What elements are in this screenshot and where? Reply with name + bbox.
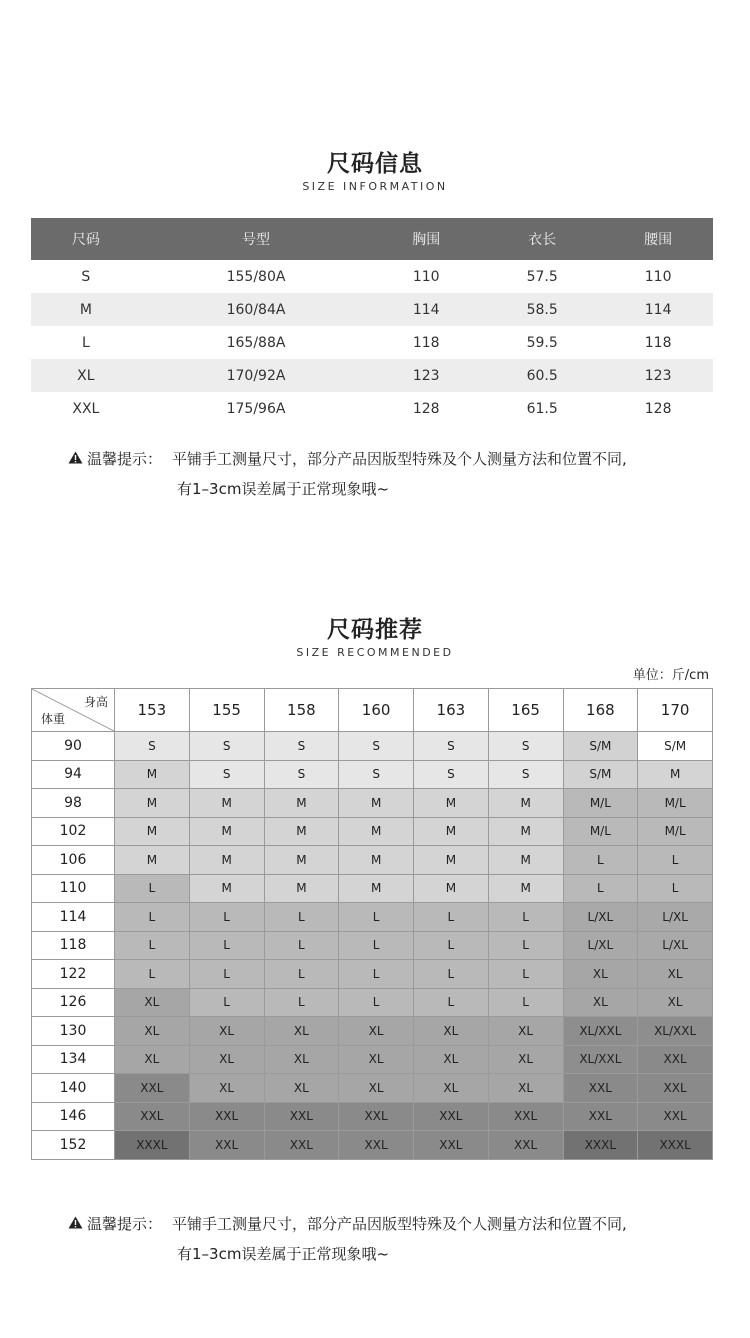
size-info-cell: 110 (412, 268, 440, 285)
weight-cell: 98 (32, 789, 115, 818)
size-info-cell: XXL (72, 400, 100, 417)
size-recommend-cell: XXL (264, 1102, 339, 1131)
weight-row (32, 1017, 713, 1046)
weight-cell: 110 (32, 874, 115, 903)
size-recommend-cell: M (414, 817, 489, 846)
size-info-row (31, 392, 713, 425)
size-recommend-cell: L/XL (638, 931, 713, 960)
size-recommend-cell: S/M (638, 732, 713, 761)
tip-label: 温馨提示： (87, 1215, 163, 1233)
size-recommend-cell: XXXL (115, 1131, 190, 1160)
weight-row (32, 732, 713, 761)
weight-row (32, 960, 713, 989)
tip-label: 温馨提示： (87, 450, 163, 468)
weight-row (32, 931, 713, 960)
size-recommend-cell: XL (264, 1074, 339, 1103)
size-info-cell: S (81, 268, 91, 285)
size-recommend-cell: L (264, 903, 339, 932)
size-recommend-grid (31, 688, 713, 1160)
weight-row (32, 846, 713, 875)
size-recommend-cell: M (488, 846, 563, 875)
size-info-cell: M (31, 293, 141, 326)
size-recommend-cell: L (488, 960, 563, 989)
size-info-cell: 110 (644, 268, 672, 285)
corner-height-label: 身高 (83, 695, 108, 709)
size-recommend-cell: M (414, 789, 489, 818)
tip-line-2: 有1–3cm误差属于正常现象哦~ (177, 480, 390, 498)
weight-cell: 102 (32, 817, 115, 846)
size-recommend-cell: S (264, 760, 339, 789)
size-info-cell: 160/84A (141, 293, 372, 326)
size-recommend-cell: L (638, 846, 713, 875)
size-recommend-cell: L (414, 931, 489, 960)
size-recommend-cell: XL (189, 1074, 264, 1103)
size-recommend-cell: XXL (189, 1102, 264, 1131)
size-recommend-cell: XL (115, 1017, 190, 1046)
size-recommend-cell: L (189, 931, 264, 960)
tip-note-1 (68, 444, 627, 504)
tip-note-2 (68, 1209, 627, 1269)
size-info-header-cell: 腰围 (603, 218, 713, 260)
weight-cell: 140 (32, 1074, 115, 1103)
size-recommend-cell: M (115, 760, 190, 789)
size-recommend-cell: M (414, 874, 489, 903)
weight-cell: 94 (32, 760, 115, 789)
weight-row (32, 760, 713, 789)
size-recommend-cell: S (488, 760, 563, 789)
size-recommend-cell: M (339, 874, 414, 903)
size-recommend-cell: S (189, 732, 264, 761)
size-rec-title: 尺码推荐 (327, 617, 423, 643)
size-recommend-cell: XL (563, 988, 638, 1017)
size-recommend-cell: L (115, 931, 190, 960)
size-recommend-cell: XXXL (638, 1131, 713, 1160)
weight-row (32, 988, 713, 1017)
size-recommend-cell: M/L (563, 789, 638, 818)
size-info-header-cell: 号型 (141, 218, 372, 260)
size-info-cell: 58.5 (481, 293, 603, 326)
warning-triangle-icon (68, 444, 87, 474)
size-info-row (31, 359, 713, 392)
height-header-cell: 170 (638, 689, 713, 732)
size-recommend-cell: M (488, 817, 563, 846)
size-info-cell: 165/88A (226, 334, 286, 351)
weight-cell: 114 (32, 903, 115, 932)
size-info-cell: 114 (603, 293, 713, 326)
size-info-cell: 59.5 (526, 334, 558, 351)
height-header-cell: 165 (488, 689, 563, 732)
corner-cell (32, 689, 115, 732)
weight-cell: 152 (32, 1131, 115, 1160)
size-recommend-cell: XL (414, 1045, 489, 1074)
size-info-row (31, 260, 713, 293)
size-recommend-cell: XXL (488, 1102, 563, 1131)
size-recommend-cell: M/L (638, 817, 713, 846)
size-recommend-cell: XXL (339, 1131, 414, 1160)
size-recommend-cell: S/M (563, 732, 638, 761)
weight-cell: 126 (32, 988, 115, 1017)
size-recommend-cell: XL (264, 1045, 339, 1074)
weight-cell: 118 (32, 931, 115, 960)
size-recommend-cell: L (414, 988, 489, 1017)
size-recommend-cell: XXL (563, 1074, 638, 1103)
size-recommend-cell: XXL (264, 1131, 339, 1160)
weight-cell: 130 (32, 1017, 115, 1046)
size-recommend-cell: XXL (638, 1102, 713, 1131)
size-recommend-cell: S (414, 760, 489, 789)
size-info-cell: L (81, 334, 90, 351)
weight-row (32, 789, 713, 818)
size-info-header-cell: 衣长 (481, 218, 603, 260)
size-recommend-cell: XL (339, 1017, 414, 1046)
tip-line-1: 平铺手工测量尺寸，部分产品因版型特殊及个人测量方法和位置不同, (172, 1215, 627, 1233)
weight-cell: 106 (32, 846, 115, 875)
weight-row (32, 903, 713, 932)
size-recommend-cell: S (488, 732, 563, 761)
size-recommend-cell: XXL (414, 1102, 489, 1131)
size-recommend-cell: L (488, 931, 563, 960)
size-recommend-cell: M (189, 874, 264, 903)
size-recommend-cell: L (264, 931, 339, 960)
size-recommend-cell: L (189, 903, 264, 932)
size-info-cell: 114 (371, 293, 481, 326)
size-rec-subtitle: SIZE RECOMMENDED (296, 646, 454, 659)
size-recommend-cell: XL (638, 960, 713, 989)
height-header-cell: 163 (414, 689, 489, 732)
size-recommend-cell: XL (488, 1074, 563, 1103)
weight-cell: 122 (32, 960, 115, 989)
size-info-cell: 128 (412, 400, 440, 417)
size-recommend-cell: M (488, 874, 563, 903)
size-recommend-cell: XL (115, 988, 190, 1017)
height-header-cell: 153 (115, 689, 190, 732)
size-recommend-cell: L/XL (563, 931, 638, 960)
weight-row (32, 874, 713, 903)
size-recommend-cell: S (339, 732, 414, 761)
size-recommend-cell: M (264, 789, 339, 818)
size-recommend-cell: L (115, 903, 190, 932)
size-info-title: 尺码信息 (327, 151, 423, 177)
weight-cell: 146 (32, 1102, 115, 1131)
size-recommend-cell: XL (189, 1045, 264, 1074)
size-recommend-cell: XL (339, 1045, 414, 1074)
size-recommend-cell: XL/XXL (563, 1045, 638, 1074)
height-header-cell: 168 (563, 689, 638, 732)
size-recommend-cell: M (115, 846, 190, 875)
size-recommend-cell: XXL (339, 1102, 414, 1131)
size-recommend-cell: XL (638, 988, 713, 1017)
size-recommend-cell: M/L (563, 817, 638, 846)
weight-row (32, 1045, 713, 1074)
size-recommend-cell: M (115, 817, 190, 846)
size-recommend-cell: M (264, 846, 339, 875)
size-recommend-cell: L (563, 846, 638, 875)
size-recommend-cell: XL (115, 1045, 190, 1074)
size-recommend-cell: L (339, 903, 414, 932)
size-recommend-cell: M/L (638, 789, 713, 818)
size-info-header-cell: 尺码 (31, 218, 141, 260)
size-info-cell: XL (31, 359, 141, 392)
size-recommend-cell: L (339, 988, 414, 1017)
size-recommend-cell: S (189, 760, 264, 789)
size-recommend-cell: L (488, 903, 563, 932)
size-recommend-cell: L (414, 903, 489, 932)
size-info-row (31, 326, 713, 359)
size-info-header-row (31, 218, 713, 260)
size-info-cell: 123 (371, 359, 481, 392)
size-recommend-cell: XXL (189, 1131, 264, 1160)
size-recommend-cell: XL (488, 1045, 563, 1074)
size-recommend-cell: L (115, 960, 190, 989)
size-info-header-cell: 胸围 (371, 218, 481, 260)
size-recommend-cell: L (414, 960, 489, 989)
weight-row (32, 817, 713, 846)
size-recommend-cell: XXL (638, 1074, 713, 1103)
size-recommend-cell: S (115, 732, 190, 761)
size-recommend-cell: M (339, 789, 414, 818)
size-info-cell: 155/80A (226, 268, 286, 285)
size-recommend-cell: XL (189, 1017, 264, 1046)
size-info-cell: 128 (644, 400, 672, 417)
size-recommend-cell: S (264, 732, 339, 761)
size-recommend-cell: S/M (563, 760, 638, 789)
size-recommend-cell: L (488, 988, 563, 1017)
size-recommend-cell: L/XL (638, 903, 713, 932)
height-header-cell: 155 (189, 689, 264, 732)
size-recommend-cell: M (264, 874, 339, 903)
size-recommend-cell: L (264, 988, 339, 1017)
size-recommend-cell: XL (563, 960, 638, 989)
size-info-cell: 61.5 (526, 400, 558, 417)
size-recommend-cell: M (189, 789, 264, 818)
size-recommend-cell: XL (264, 1017, 339, 1046)
size-recommend-cell: XL (339, 1074, 414, 1103)
tip-line-1: 平铺手工测量尺寸，部分产品因版型特殊及个人测量方法和位置不同, (172, 450, 627, 468)
size-recommend-cell: M (414, 846, 489, 875)
weight-row (32, 1074, 713, 1103)
weight-cell: 90 (32, 732, 115, 761)
size-recommend-cell: L/XL (563, 903, 638, 932)
size-info-cell: 118 (644, 334, 672, 351)
height-header-row (32, 689, 713, 732)
corner-weight-label: 体重 (41, 712, 66, 726)
size-recommend-cell: M (339, 846, 414, 875)
size-recommend-cell: L (339, 960, 414, 989)
size-info-cell: 170/92A (141, 359, 372, 392)
height-header-cell: 158 (264, 689, 339, 732)
size-info-row (31, 293, 713, 326)
unit-label: 单位：斤/cm (632, 668, 709, 683)
size-info-cell: 118 (412, 334, 440, 351)
size-info-cell: 60.5 (481, 359, 603, 392)
size-recommend-cell: M (115, 789, 190, 818)
tip-line-2: 有1–3cm误差属于正常现象哦~ (177, 1245, 390, 1263)
size-recommend-cell: L (339, 931, 414, 960)
size-recommend-cell: XL (414, 1017, 489, 1046)
warning-triangle-icon (68, 1209, 87, 1239)
size-recommend-cell: L (638, 874, 713, 903)
size-recommend-cell: XXL (563, 1102, 638, 1131)
size-info-table (31, 218, 713, 425)
size-recommend-cell: XL (414, 1074, 489, 1103)
size-recommend-cell: M (264, 817, 339, 846)
size-recommend-cell: L (189, 988, 264, 1017)
size-recommend-cell: XXL (115, 1074, 190, 1103)
size-recommend-cell: S (414, 732, 489, 761)
size-recommend-cell: L (563, 874, 638, 903)
size-recommend-cell: M (189, 846, 264, 875)
size-info-cell: 175/96A (226, 400, 286, 417)
size-recommend-cell: L (264, 960, 339, 989)
size-recommend-cell: XXL (488, 1131, 563, 1160)
size-recommend-cell: XXL (115, 1102, 190, 1131)
size-recommend-cell: M (189, 817, 264, 846)
size-info-cell: 123 (603, 359, 713, 392)
size-recommend-cell: M (638, 760, 713, 789)
size-recommend-cell: L (115, 874, 190, 903)
weight-row (32, 1131, 713, 1160)
weight-cell: 134 (32, 1045, 115, 1074)
size-recommend-cell: M (488, 789, 563, 818)
size-recommend-cell: L (189, 960, 264, 989)
weight-row (32, 1102, 713, 1131)
size-recommend-cell: XL/XXL (563, 1017, 638, 1046)
size-recommend-cell: XL (488, 1017, 563, 1046)
size-info-subtitle: SIZE INFORMATION (302, 180, 448, 193)
size-recommend-cell: XL/XXL (638, 1017, 713, 1046)
size-recommend-cell: XXL (414, 1131, 489, 1160)
size-info-cell: 57.5 (526, 268, 558, 285)
size-recommend-cell: XXL (638, 1045, 713, 1074)
size-recommend-cell: S (339, 760, 414, 789)
size-recommend-cell: M (339, 817, 414, 846)
size-recommend-cell: XXXL (563, 1131, 638, 1160)
height-header-cell: 160 (339, 689, 414, 732)
